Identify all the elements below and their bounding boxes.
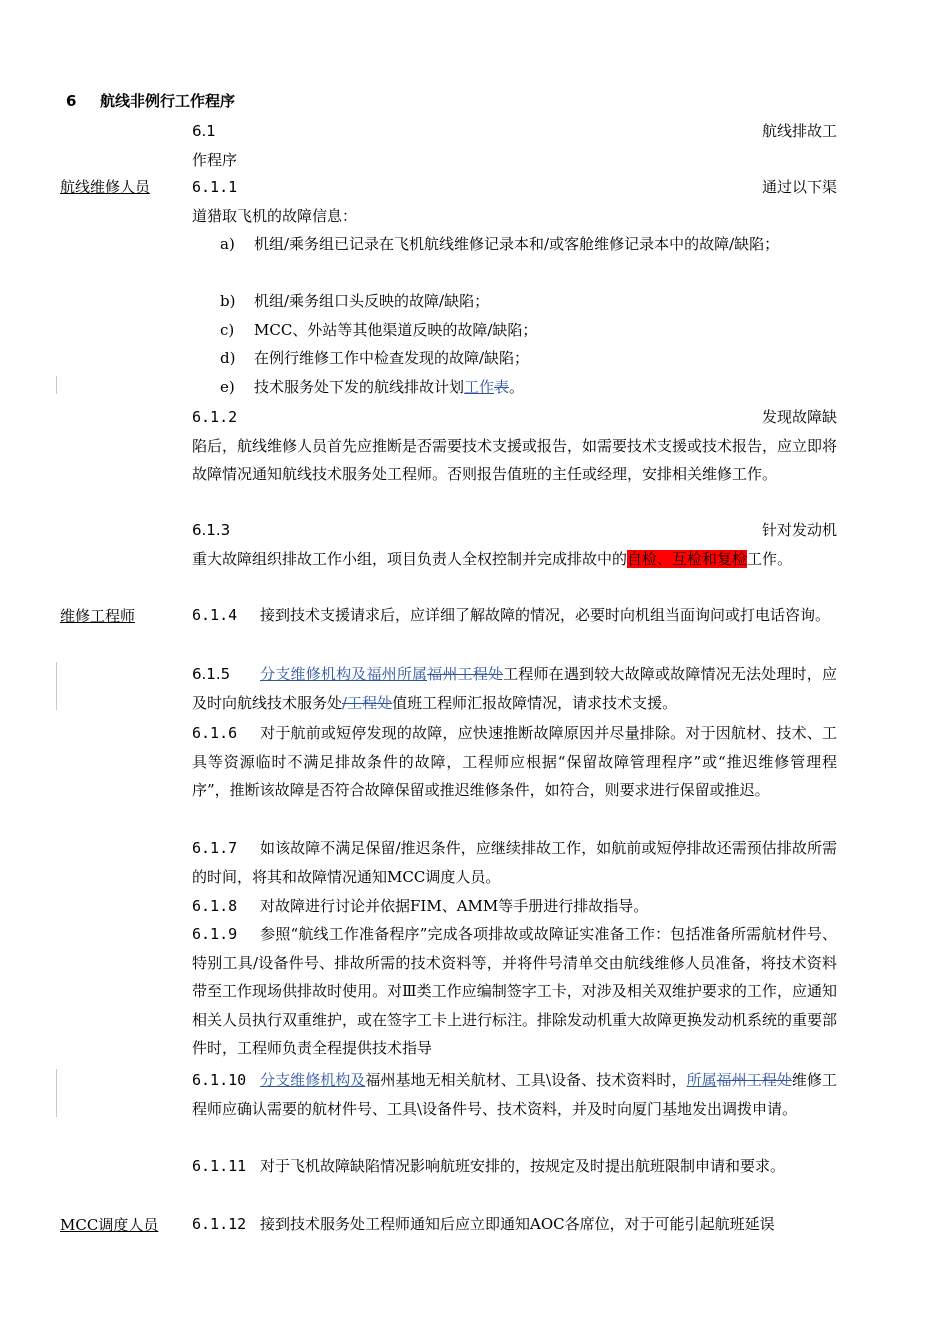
list-item-e — [220, 373, 837, 402]
clause-number: 6.1.12 — [192, 1215, 247, 1233]
list-label: e) — [220, 378, 235, 396]
clause-number: 6.1.5 — [192, 665, 231, 683]
list-item-c — [220, 316, 837, 345]
list-text-end: 。 — [509, 378, 525, 396]
clause-6-1-10 — [192, 1066, 837, 1123]
clause-text-b: 陷后，航线维修人员首先应推断是否需要技术支援或报告，如需要技术支援或技术报告，应立即将故障情况通知航线技术服务处工程师。否则报告值班的主任或经理，安排相关维修工作。 — [192, 436, 838, 483]
clause-6-1-12 — [192, 1210, 837, 1239]
list-label: b) — [220, 292, 236, 310]
clause-6-1-2 — [192, 403, 837, 489]
deleted-text: /工程处 — [342, 693, 393, 712]
clause-number: 6.1.9 — [192, 925, 238, 943]
clause-text-a: 航线排故工 — [761, 122, 837, 140]
inserted-text: 分支维修机构及 — [260, 1071, 366, 1089]
clause-text-b: 道猎取飞机的故障信息： — [192, 206, 358, 225]
clause-text-c: 工作。 — [747, 549, 793, 568]
clause-text: 接到技术服务处工程师通知后应立即通知AOC各席位，对于可能引起航班延误 — [260, 1215, 775, 1233]
clause-text-b: 维修工程师应确认需要的航材件号、工具\设备件号、技术资料，并及时向厦门基地发出调拨申请。 — [192, 1071, 837, 1118]
list-label: a) — [220, 235, 235, 253]
clause-number: 6.1.2 — [192, 408, 238, 426]
clause-text-a: 发现故障缺 — [761, 408, 837, 426]
clause-number: 6.1.8 — [192, 897, 238, 915]
inserted-text: 分支维修机构及福州所属 — [260, 665, 428, 683]
clause-number: 6.1.6 — [192, 724, 238, 742]
clause-text: 参照“航线工作准备程序”完成各项排故或故障证实准备工作：包括准备所需航材件号、特别工具/设备件号、排故所需的技术资料等，并将件号清单交由航线维修人员准备，将技术资料带至工作现场供排故时使用。对Ⅲ类工作应编制签字工卡，对涉及相关双维护要求的工作，应通知相关人员执行双重维护，或在签字工卡上进行标注。排除发动机重大故障更换发动机系统的重要部件时，工程师负责全程提供技术指导 — [192, 925, 838, 1057]
change-bar — [56, 1069, 57, 1117]
list-item-d — [220, 344, 837, 373]
list-text: 机组/乘务组口头反映的故障/缺陷； — [254, 292, 490, 310]
clause-text: 对于飞机故障缺陷情况影响航班安排的，按规定及时提出航班限制申请和要求。 — [260, 1157, 786, 1175]
clause-text-b: 值班工程师汇报故障情况，请求技术支援。 — [392, 693, 678, 712]
deleted-text: 福州工程处 — [716, 1071, 792, 1089]
clause-6-1-4 — [192, 601, 837, 630]
clause-6-1-9 — [192, 920, 837, 1063]
clause-6-1-3 — [192, 516, 837, 573]
list-text: 技术服务处下发的航线排故计划 — [254, 378, 465, 396]
list-text: 在例行维修工作中检查发现的故障/缺陷； — [254, 349, 530, 367]
list-item-a — [220, 230, 837, 259]
clause-text-a: 通过以下渠 — [761, 178, 837, 196]
clause-text: 如该故障不满足保留/推迟条件，应继续排故工作，如航前或短停排故还需预估排故所需的时间，将其和故障情况通知MCC调度人员。 — [192, 839, 837, 886]
side-label-maintenance-engineer: 维修工程师 — [60, 607, 136, 625]
clause-6-1-6 — [192, 719, 837, 805]
inserted-text: 所属 — [686, 1071, 717, 1089]
deleted-text: 表 — [494, 378, 510, 396]
section-heading — [66, 90, 235, 111]
list-text: MCC、外站等其他渠道反映的故障/缺陷； — [254, 321, 538, 339]
inserted-text: 工作 — [464, 378, 495, 396]
clause-text-a: 针对发动机 — [761, 521, 837, 539]
change-bar — [56, 376, 57, 394]
clause-text-b: 重大故障组织排故工作小组，项目负责人全权控制并完成排故中的 — [192, 549, 628, 568]
clause-number: 6.1.10 — [192, 1071, 247, 1089]
list-label: d) — [220, 349, 236, 367]
clause-text-b: 作程序 — [192, 150, 238, 169]
clause-number: 6.1.7 — [192, 839, 238, 857]
side-label-mcc-dispatcher: MCC调度人员 — [60, 1216, 159, 1234]
section-title: 航线非例行工作程序 — [100, 92, 236, 110]
clause-text: 对故障进行讨论并依据FIM、AMM等手册进行排故指导。 — [260, 897, 649, 915]
clause-6-1-8 — [192, 892, 837, 921]
clause-number: 6.1.1 — [192, 178, 238, 196]
clause-6-1-7 — [192, 834, 837, 891]
change-bar — [56, 662, 57, 710]
clause-text-a: 福州基地无相关航材、工具\设备、技术资料时， — [365, 1071, 687, 1089]
list-label: c) — [220, 321, 235, 339]
clause-6-1-11 — [192, 1152, 837, 1181]
clause-text: 接到技术支援请求后，应详细了解故障的情况，必要时向机组当面询问或打电话咨询。 — [260, 606, 831, 624]
clause-6-1-5 — [192, 660, 837, 717]
clause-6-1 — [192, 117, 837, 174]
clause-number: 6.1.3 — [192, 521, 231, 539]
side-label-line-mechanic: 航线维修人员 — [60, 178, 151, 196]
clause-number: 6.1 — [192, 122, 216, 140]
highlighted-text: 自检、互检和复检 — [627, 549, 748, 568]
clause-number: 6.1.4 — [192, 606, 238, 624]
list-item-b — [220, 287, 837, 316]
clause-6-1-1 — [192, 173, 837, 230]
clause-text: 对于航前或短停发现的故障，应快速推断故障原因并尽量排除。对于因航材、技术、工具等资源临时不满足排故条件的故障，工程师应根据“保留故障管理程序”或“推迟维修管理程序”，推断该故障是否符合故障保留或推迟维修条件，如符合，则要求进行保留或推迟。 — [192, 724, 837, 799]
deleted-text: 福州工程处 — [427, 665, 504, 683]
clause-text-a: 工程师在遇到较大故障或故障情况无法处理时，应及时向航线技术服务处 — [192, 665, 837, 712]
list-text: 机组/乘务组已记录在飞机航线维修记录本和/或客舱维修记录本中的故障/缺陷； — [254, 235, 780, 253]
section-number: 6 — [66, 92, 77, 110]
clause-number: 6.1.11 — [192, 1157, 247, 1175]
